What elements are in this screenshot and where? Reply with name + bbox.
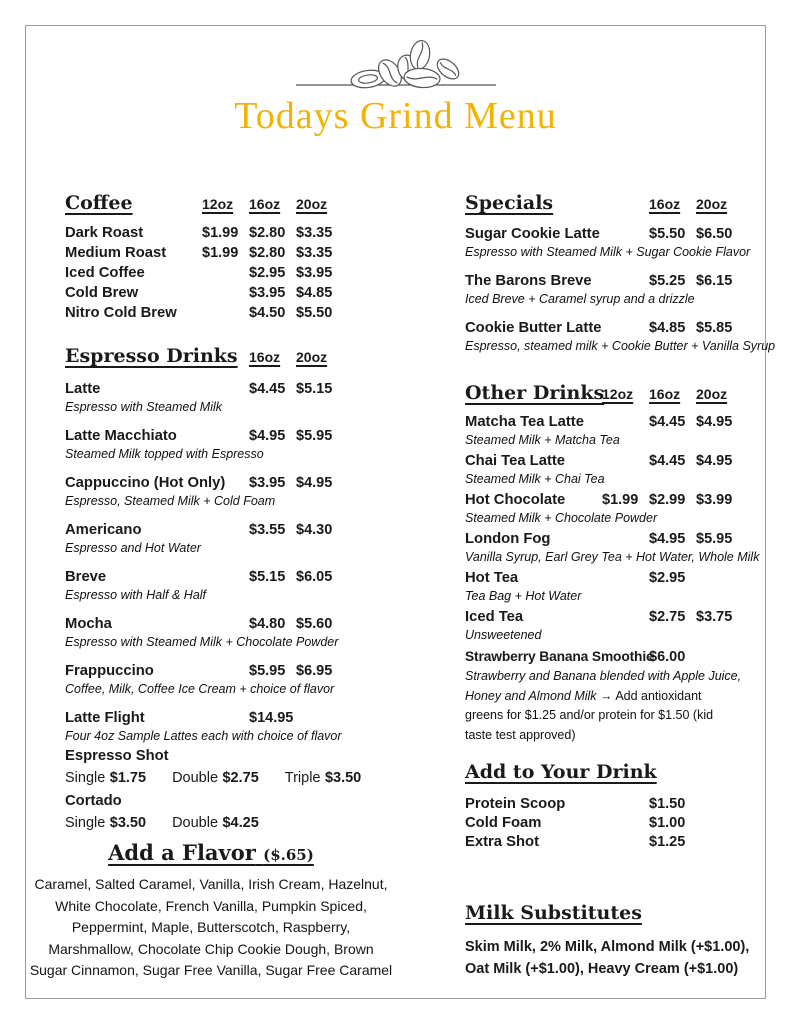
size-header-12oz: 12oz — [202, 196, 234, 212]
menu-item-row — [65, 615, 347, 650]
menu-item-row — [65, 568, 347, 603]
item-description: Espresso, steamed milk + Cookie Butter + Vanilla Syrup — [465, 339, 776, 353]
item-price-20oz: $4.30 — [296, 522, 333, 538]
item-description: Four 4oz Sample Lattes each with choice of flavor — [65, 729, 342, 743]
item-description: Unsweetened — [465, 628, 542, 642]
menu-item-row — [65, 474, 347, 509]
menu-item-row — [465, 452, 753, 487]
item-price-20oz: $3.35 — [296, 245, 333, 261]
item-description: Steamed Milk + Matcha Tea — [465, 433, 620, 447]
item-price-20oz: $5.95 — [696, 531, 733, 547]
milk-substitutes-list: Skim Milk, 2% Milk, Almond Milk (+$1.00), Oat Milk (+$1.00), Heavy Cream (+$1.00) — [465, 939, 750, 977]
item-price-20oz: $5.15 — [296, 381, 333, 397]
item-name: Matcha Tea Latte — [465, 414, 584, 430]
item-price-16oz: $2.95 — [649, 570, 686, 586]
item-description: Espresso with Half & Half — [65, 588, 207, 602]
menu-item-row — [465, 530, 760, 565]
item-name: Cortado — [65, 793, 122, 809]
item-price-20oz: $5.50 — [296, 305, 333, 321]
item-description: Steamed Milk + Chai Tea — [465, 472, 605, 486]
item-price-16oz: $5.50 — [649, 226, 686, 242]
add-flavor-section — [28, 840, 394, 982]
shot-option: Double $2.75 — [172, 770, 259, 786]
item-price-16oz: $3.95 — [249, 285, 286, 301]
menu-item-row — [465, 272, 753, 307]
left-column — [65, 190, 362, 836]
item-description: Steamed Milk topped with Espresso — [65, 447, 264, 461]
right-column — [465, 190, 776, 980]
item-name: Cappuccino (Hot Only) — [65, 475, 226, 491]
menu-item-row — [65, 223, 347, 243]
menu-item-row — [465, 225, 753, 260]
item-price-16oz: $3.55 — [249, 522, 286, 538]
item-name: Medium Roast — [65, 245, 167, 261]
menu-item-row — [465, 491, 753, 526]
item-name: Espresso Shot — [65, 748, 169, 764]
menu-item-row — [465, 569, 753, 604]
item-price-16oz: $4.80 — [249, 616, 286, 632]
item-price-20oz: $3.35 — [296, 225, 333, 241]
item-price-16oz: $4.95 — [649, 531, 686, 547]
item-price-20oz: $5.60 — [296, 616, 333, 632]
menu-item-row — [465, 647, 753, 745]
item-price-20oz: $3.99 — [696, 492, 733, 508]
coffee-heading: Coffee — [65, 192, 133, 214]
item-description: Espresso with Steamed Milk — [65, 400, 223, 414]
menu-item-row — [465, 608, 753, 643]
page-title: Todays Grind Menu — [234, 95, 557, 137]
item-price-16oz: $3.95 — [249, 475, 286, 491]
espresso-heading: Espresso Drinks — [65, 345, 238, 367]
addon-row — [465, 833, 753, 852]
item-price-16oz: $2.99 — [649, 492, 686, 508]
item-name: Cold Brew — [65, 285, 139, 301]
menu-item-row — [65, 380, 347, 415]
item-price-16oz: $2.80 — [249, 245, 286, 261]
size-header-16oz: 16oz — [249, 196, 281, 212]
item-name: Frappuccino — [65, 663, 154, 679]
item-name: Chai Tea Latte — [465, 453, 566, 469]
item-price-16oz: $4.85 — [649, 320, 686, 336]
item-price-20oz: $5.85 — [696, 320, 733, 336]
menu-item-row — [65, 243, 347, 263]
item-description: Coffee, Milk, Coffee Ice Cream + choice of flavor — [65, 682, 335, 696]
item-name: The Barons Breve — [465, 273, 592, 289]
addon-price: $1.25 — [649, 834, 686, 850]
flavor-price-note: ($.65) — [263, 846, 314, 864]
item-description: Espresso, Steamed Milk + Cold Foam — [65, 494, 276, 508]
item-name: Iced Tea — [465, 609, 524, 625]
item-description: Espresso and Hot Water — [65, 541, 201, 555]
size-header-16oz: 16oz — [649, 196, 681, 212]
menu-item-row — [65, 283, 347, 303]
item-description: Iced Breve + Caramel syrup and a drizzle — [465, 292, 695, 306]
item-price-16oz: $4.45 — [649, 414, 686, 430]
item-name: Nitro Cold Brew — [65, 305, 177, 321]
size-header-20oz: 20oz — [696, 386, 728, 402]
item-price-16oz: $4.45 — [249, 381, 286, 397]
item-price-12oz: $1.99 — [202, 245, 239, 261]
item-price-20oz: $6.15 — [696, 273, 733, 289]
size-header-20oz: 20oz — [296, 196, 328, 212]
item-price-12oz: $1.99 — [602, 492, 639, 508]
add-to-drink-heading: Add to Your Drink — [465, 761, 657, 783]
addon-row — [465, 795, 753, 814]
shot-option: Double $4.25 — [172, 815, 259, 831]
item-price-20oz: $6.05 — [296, 569, 333, 585]
espresso-section — [65, 343, 362, 834]
item-price-12oz: $1.99 — [202, 225, 239, 241]
item-name: Americano — [65, 522, 142, 538]
specials-section — [465, 190, 776, 354]
specials-heading: Specials — [465, 192, 554, 214]
item-price-16oz: $5.25 — [649, 273, 686, 289]
addon-name: Extra Shot — [465, 834, 539, 850]
item-price-16oz: $4.45 — [649, 453, 686, 469]
item-price-16oz: $4.50 — [249, 305, 286, 321]
item-price-20oz: $4.95 — [696, 414, 733, 430]
menu-item-row — [65, 303, 347, 323]
item-price-20oz: $4.85 — [296, 285, 333, 301]
item-name: Latte Macchiato — [65, 428, 177, 444]
item-price: $14.95 — [249, 710, 294, 726]
flavor-list: Caramel, Salted Caramel, Vanilla, Irish Cream, Hazelnut, White Chocolate, French Vanilla, Pumpkin Spiced, Peppermint, Maple, Butterscotch, Raspberry, Marshmallow, Chocolate Chip Cookie Dough, Brown Sugar Cinnamon, Sugar Free Vanilla, Sugar Free Caramel — [29, 876, 393, 978]
item-description: Espresso with Steamed Milk + Sugar Cookie Flavor — [465, 245, 751, 259]
item-name: Breve — [65, 569, 107, 585]
item-description: Tea Bag + Hot Water — [465, 589, 582, 603]
item-price-20oz: $5.95 — [296, 428, 333, 444]
item-price-20oz: $3.95 — [296, 265, 333, 281]
item-description: Vanilla Syrup, Earl Grey Tea + Hot Water, Whole Milk — [465, 550, 760, 564]
add-flavor-heading: Add a Flavor ($.65) — [108, 840, 314, 865]
item-name: Iced Coffee — [65, 265, 145, 281]
menu-item-row — [65, 521, 347, 556]
item-price-20oz: $6.50 — [696, 226, 733, 242]
milk-substitutes-heading: Milk Substitutes — [465, 902, 642, 924]
menu-item-row — [65, 427, 347, 462]
menu-header — [0, 38, 791, 138]
item-price-20oz: $6.95 — [296, 663, 333, 679]
addon-row — [465, 814, 753, 833]
item-name: Strawberry Banana Smoothie — [465, 649, 654, 664]
size-header-20oz: 20oz — [696, 196, 728, 212]
add-to-drink-section — [465, 759, 753, 852]
item-name: Cookie Butter Latte — [465, 320, 602, 336]
menu-item-row — [65, 662, 347, 697]
item-description: Espresso with Steamed Milk + Chocolate Powder — [65, 635, 339, 649]
item-name: Hot Tea — [465, 570, 519, 586]
coffee-beans-icon — [296, 38, 496, 92]
item-price-16oz: $2.95 — [249, 265, 286, 281]
menu-item-row — [65, 263, 347, 283]
item-name: Mocha — [65, 616, 112, 632]
item-price: $6.00 — [649, 649, 686, 665]
item-name: Hot Chocolate — [465, 492, 566, 508]
addon-name: Cold Foam — [465, 815, 542, 831]
item-price-16oz: $2.80 — [249, 225, 286, 241]
size-header-16oz: 16oz — [649, 386, 681, 402]
item-description: Steamed Milk + Chocolate Powder — [465, 511, 658, 525]
item-price-20oz: $3.75 — [696, 609, 733, 625]
other-drinks-heading: Other Drinks — [465, 382, 605, 404]
item-price-20oz: $4.95 — [696, 453, 733, 469]
shot-option: Triple $3.50 — [284, 770, 362, 786]
menu-item-row — [465, 413, 753, 448]
shot-options-row — [65, 767, 362, 789]
item-name: Latte — [65, 381, 101, 397]
coffee-section — [65, 190, 347, 323]
shot-options-row — [65, 812, 347, 834]
milk-substitutes-section — [465, 900, 753, 980]
addon-price: $1.50 — [649, 796, 686, 812]
addon-price: $1.00 — [649, 815, 686, 831]
item-name: London Fog — [465, 531, 551, 547]
addon-name: Protein Scoop — [465, 796, 566, 812]
shot-option: Single $1.75 — [65, 770, 147, 786]
shot-option: Single $3.50 — [65, 815, 147, 831]
size-header-12oz: 12oz — [602, 386, 634, 402]
other-drinks-section — [465, 380, 760, 745]
item-price-16oz: $4.95 — [249, 428, 286, 444]
item-description: Strawberry and Banana blended with Apple Juice, Honey and Almond Milk → Add antioxidant greens for $1.25 and/or protein for $1.50 (kid taste test approved) — [465, 669, 742, 742]
menu-item-row — [65, 709, 347, 744]
item-price-20oz: $4.95 — [296, 475, 333, 491]
item-name: Sugar Cookie Latte — [465, 226, 600, 242]
item-name: Dark Roast — [65, 225, 144, 241]
menu-item-row — [465, 319, 776, 354]
item-name: Latte Flight — [65, 710, 145, 726]
item-price-16oz: $5.15 — [249, 569, 286, 585]
size-header-16oz: 16oz — [249, 349, 281, 365]
item-price-16oz: $2.75 — [649, 609, 686, 625]
item-price-16oz: $5.95 — [249, 663, 286, 679]
size-header-20oz: 20oz — [296, 349, 328, 365]
